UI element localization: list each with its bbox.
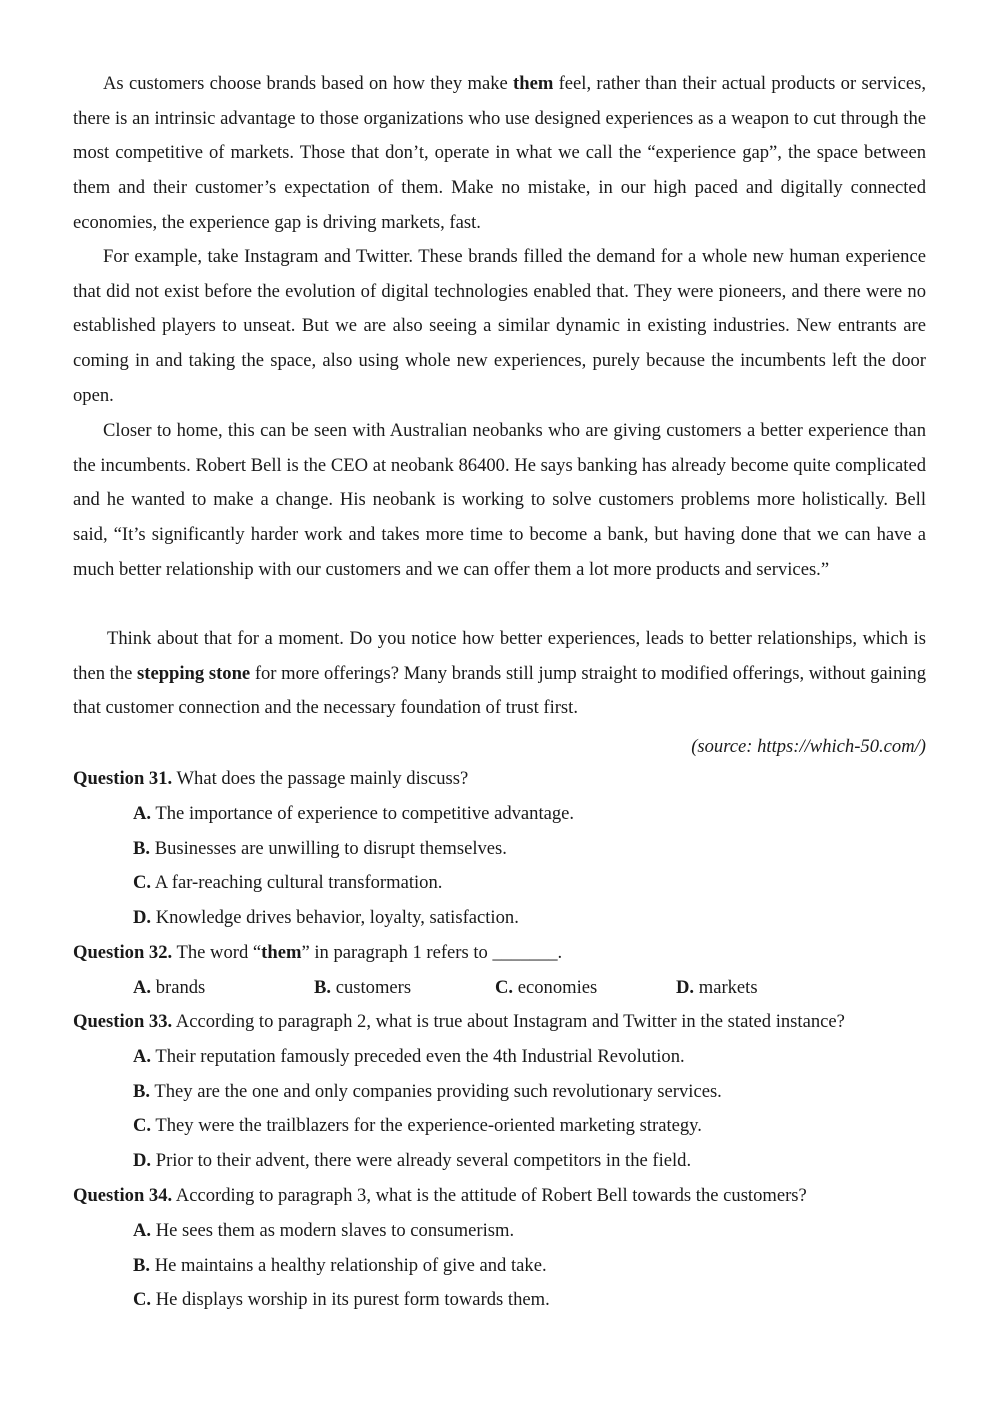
option-text: customers [331,977,412,998]
question-number: Question 33. [73,1011,173,1032]
question-34 [73,1179,933,1214]
option-letter: C. [133,872,152,893]
option-text: They were the trailblazers for the experience-oriented marketing strategy. [151,1115,702,1136]
passage-paragraph-4 [73,622,926,726]
q33-option-b[interactable] [133,1075,722,1110]
q34-option-c[interactable] [133,1283,550,1318]
option-text: He maintains a healthy relationship of give and take. [150,1255,547,1276]
q31-option-a[interactable] [133,797,574,832]
option-letter: B. [133,1081,151,1102]
option-letter: C. [495,977,514,998]
passage-paragraph-1 [73,67,926,241]
p1-text-end: feel, rather than their actual products or services, there is an intrinsic advantage to those organizations who use designed experiences as a weapon to cut through the most competitive of markets. Those that don’t, operate in what we call the “experience gap”, the space between them and their customer’s expectation of them. Make no mistake, in our high paced and digitally connected economies, the experience gap is driving markets, fast. [73,73,926,233]
q31-option-b[interactable] [133,832,507,867]
q34-option-b[interactable] [133,1249,547,1284]
option-letter: B. [133,838,151,859]
question-bold-word: them [261,942,302,963]
option-letter: B. [314,977,332,998]
q32-option-c[interactable] [495,971,597,1006]
q32-option-b[interactable] [314,971,411,1006]
question-text: What does the passage mainly discuss? [172,768,469,789]
question-31 [73,762,933,797]
p2-text: For example, take Instagram and Twitter. These brands filled the demand for a whole new human experience that did not exist before the evolution of digital technologies enabled that. They were pioneers, and there were no established players to unseat. But we are also seeing a similar dynamic in existing industries. New entrants are coming in and taking the space, also using whole new experiences, purely because the incumbents left the door open. [73,246,926,406]
q32-option-a[interactable] [133,971,205,1006]
option-text: They are the one and only companies providing such revolutionary services. [150,1081,722,1102]
question-text: According to paragraph 2, what is true about Instagram and Twitter in the stated instance? [172,1011,845,1032]
question-text: According to paragraph 3, what is the attitude of Robert Bell towards the customers? [172,1185,807,1206]
question-32 [73,936,933,971]
p4-text-start: Think about that for a moment. Do you notice how better experiences, leads to better relationships, which is then the [73,628,926,684]
option-letter: C. [133,1115,152,1136]
question-number: Question 34. [73,1185,173,1206]
q34-option-a[interactable] [133,1214,514,1249]
option-letter: D. [133,1150,152,1171]
question-33 [73,1005,933,1040]
passage-paragraph-3 [73,414,926,588]
q33-option-a[interactable] [133,1040,685,1075]
option-letter: A. [133,803,152,824]
option-letter: A. [133,1046,152,1067]
option-text: markets [694,977,758,998]
q32-option-d[interactable] [676,971,758,1006]
q33-option-d[interactable] [133,1144,691,1179]
option-text: He sees them as modern slaves to consumerism. [151,1220,515,1241]
option-text: A far-reaching cultural transformation. [151,872,443,893]
option-letter: A. [133,977,152,998]
option-letter: B. [133,1255,151,1276]
option-text: He displays worship in its purest form towards them. [151,1289,550,1310]
option-letter: D. [676,977,695,998]
option-text: Their reputation famously preceded even the 4th Industrial Revolution. [151,1046,685,1067]
passage-source: (source: https://which-50.com/) [691,736,926,757]
option-letter: A. [133,1220,152,1241]
option-text: brands [151,977,206,998]
question-text-end: ” in paragraph 1 refers to _______. [301,942,563,963]
question-number: Question 32. [73,942,173,963]
p1-text-start: As customers choose brands based on how they make [103,73,514,94]
option-text: Businesses are unwilling to disrupt themselves. [150,838,507,859]
q33-option-c[interactable] [133,1109,702,1144]
q31-option-c[interactable] [133,866,442,901]
option-text: economies [513,977,598,998]
option-text: The importance of experience to competitive advantage. [151,803,575,824]
q31-option-d[interactable] [133,901,519,936]
option-text: Knowledge drives behavior, loyalty, satisfaction. [151,907,519,928]
question-number: Question 31. [73,768,173,789]
p1-bold-word: them [513,73,554,94]
passage-paragraph-2 [73,240,926,414]
option-letter: C. [133,1289,152,1310]
p4-text-end: for more offerings? Many brands still jump straight to modified offerings, without gaining that customer connection and the necessary foundation of trust first. [73,662,926,719]
question-text-start: The word “ [172,942,262,963]
option-text: Prior to their advent, there were already several competitors in the field. [151,1150,692,1171]
p4-bold-phrase: stepping stone [137,662,251,684]
option-letter: D. [133,907,152,928]
p3-text: Closer to home, this can be seen with Australian neobanks who are giving customers a better experience than the incumbents. Robert Bell is the CEO at neobank 86400. He says banking has already become quite complicated and he wanted to make a change. His neobank is working to solve customers problems more holistically. Bell said, “It’s significantly harder work and takes more time to become a bank, but having done that we can have a much better relationship with our customers and we can offer them a lot more products and services.” [73,420,926,580]
